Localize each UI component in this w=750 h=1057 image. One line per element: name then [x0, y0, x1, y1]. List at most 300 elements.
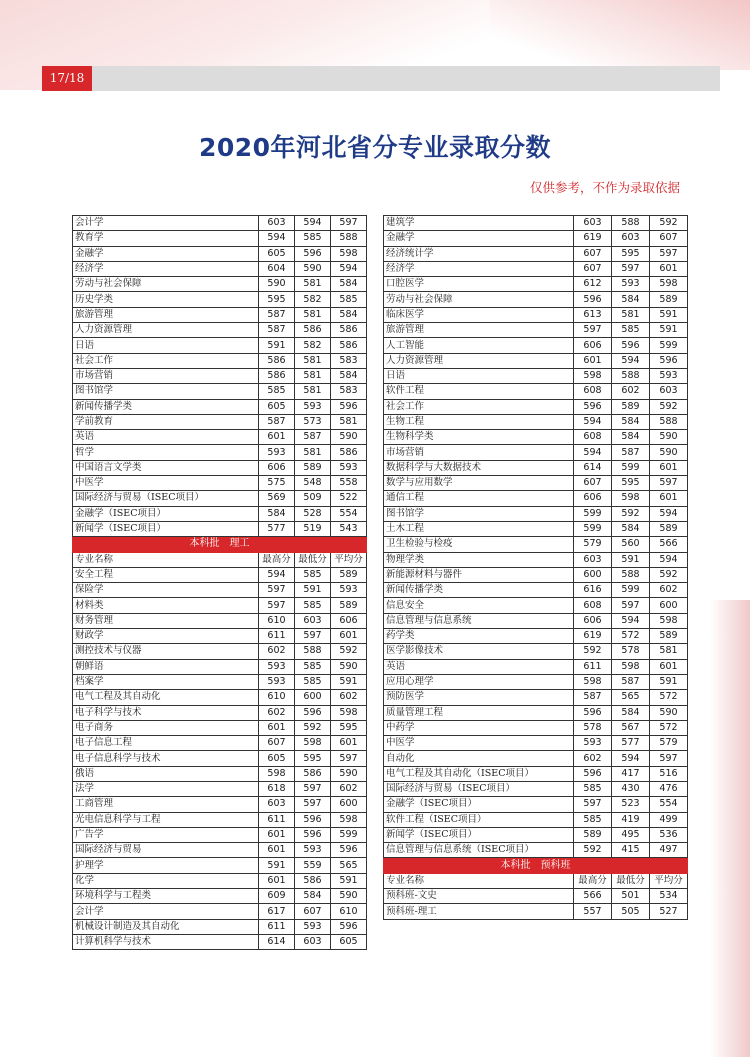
min-score: 596: [295, 812, 331, 827]
min-score: 495: [612, 827, 650, 842]
table-row: [73, 858, 367, 873]
max-score: 609: [259, 889, 295, 904]
major-name: 金融学（ISEC项目）: [384, 797, 574, 812]
major-name: 国际经济与贸易（ISEC项目）: [73, 491, 259, 506]
max-score: 614: [574, 460, 612, 475]
max-score: 593: [259, 674, 295, 689]
column-header-max: 最高分: [259, 552, 295, 567]
avg-score: 597: [331, 216, 367, 231]
column-header-min: 最低分: [295, 552, 331, 567]
table-row: [384, 751, 688, 766]
major-name: 预科班-理工: [384, 904, 574, 919]
avg-score: 534: [650, 889, 688, 904]
max-score: 598: [574, 368, 612, 383]
max-score: 587: [259, 323, 295, 338]
avg-score: 584: [331, 368, 367, 383]
table-row: [384, 384, 688, 399]
major-name: 经济统计学: [384, 246, 574, 261]
table-row: [73, 246, 367, 261]
max-score: 600: [574, 567, 612, 582]
avg-score: 581: [650, 644, 688, 659]
min-score: 587: [295, 430, 331, 445]
major-name: 环境科学与工程类: [73, 889, 259, 904]
min-score: 588: [612, 567, 650, 582]
table-row: [384, 506, 688, 521]
column-header-min: 最低分: [612, 873, 650, 888]
major-name: 应用心理学: [384, 674, 574, 689]
min-score: 595: [612, 246, 650, 261]
max-score: 606: [259, 460, 295, 475]
table-row: [73, 445, 367, 460]
major-name: 机械设计制造及其自动化: [73, 919, 259, 934]
table-row: [73, 399, 367, 414]
min-score: 581: [295, 353, 331, 368]
avg-score: 522: [331, 491, 367, 506]
avg-score: 601: [650, 460, 688, 475]
table-row: [73, 567, 367, 582]
column-header-avg: 平均分: [650, 873, 688, 888]
table-row: [73, 368, 367, 383]
table-row: [73, 751, 367, 766]
table-row: [384, 338, 688, 353]
table-row: [73, 812, 367, 827]
min-score: 586: [295, 766, 331, 781]
major-name: 工商管理: [73, 797, 259, 812]
table-row: [73, 491, 367, 506]
min-score: 509: [295, 491, 331, 506]
major-name: 测控技术与仪器: [73, 644, 259, 659]
avg-score: 589: [650, 629, 688, 644]
major-name: 新闻学（ISEC项目）: [73, 521, 259, 536]
major-name: 软件工程（ISEC项目）: [384, 812, 574, 827]
min-score: 597: [295, 629, 331, 644]
min-score: 577: [612, 736, 650, 751]
major-name: 数学与应用数学: [384, 476, 574, 491]
major-name: 医学影像技术: [384, 644, 574, 659]
min-score: 584: [612, 292, 650, 307]
min-score: 581: [612, 307, 650, 322]
max-score: 601: [259, 430, 295, 445]
avg-score: 590: [650, 430, 688, 445]
table-row: [384, 491, 688, 506]
avg-score: 583: [331, 384, 367, 399]
table-row: [384, 674, 688, 689]
min-score: 598: [295, 736, 331, 751]
table-row: [73, 674, 367, 689]
min-score: 599: [612, 583, 650, 598]
table-row: [73, 919, 367, 934]
min-score: 590: [295, 261, 331, 276]
min-score: 419: [612, 812, 650, 827]
avg-score: 589: [331, 598, 367, 613]
table-row: [384, 430, 688, 445]
major-name: 国际经济与贸易: [73, 843, 259, 858]
table-row: [73, 629, 367, 644]
header-row: [73, 552, 367, 567]
major-name: 英语: [73, 430, 259, 445]
table-row: [73, 934, 367, 949]
major-name: 材料类: [73, 598, 259, 613]
table-row: [384, 613, 688, 628]
column-header-max: 最高分: [574, 873, 612, 888]
min-score: 559: [295, 858, 331, 873]
avg-score: 588: [331, 231, 367, 246]
avg-score: 594: [331, 261, 367, 276]
major-name: 市场营销: [384, 445, 574, 460]
table-row: [384, 476, 688, 491]
max-score: 603: [574, 552, 612, 567]
avg-score: 602: [650, 583, 688, 598]
table-row: [384, 537, 688, 552]
min-score: 528: [295, 506, 331, 521]
table-row: [73, 323, 367, 338]
max-score: 602: [259, 705, 295, 720]
min-score: 591: [295, 583, 331, 598]
min-score: 593: [612, 277, 650, 292]
table-row: [384, 889, 688, 904]
max-score: 613: [574, 307, 612, 322]
major-name: 旅游管理: [73, 307, 259, 322]
table-row: [384, 368, 688, 383]
avg-score: 601: [650, 659, 688, 674]
max-score: 607: [574, 261, 612, 276]
major-name: 金融学（ISEC项目）: [73, 506, 259, 521]
major-name: 会计学: [73, 216, 259, 231]
major-name: 人工智能: [384, 338, 574, 353]
max-score: 586: [259, 368, 295, 383]
max-score: 593: [574, 736, 612, 751]
min-score: 567: [612, 720, 650, 735]
min-score: 603: [295, 613, 331, 628]
avg-score: 601: [331, 629, 367, 644]
max-score: 598: [259, 766, 295, 781]
min-score: 585: [295, 674, 331, 689]
avg-score: 593: [650, 368, 688, 383]
disclaimer-note: 仅供参考，不作为录取依据: [529, 180, 680, 195]
avg-score: 590: [650, 445, 688, 460]
table-row: [384, 445, 688, 460]
table-row: [73, 506, 367, 521]
major-name: 新闻传播学类: [73, 399, 259, 414]
section-row: [73, 537, 367, 552]
max-score: 616: [574, 583, 612, 598]
major-name: 学前教育: [73, 414, 259, 429]
table-row: [73, 889, 367, 904]
min-score: 430: [612, 781, 650, 796]
max-score: 601: [574, 353, 612, 368]
table-row: [384, 904, 688, 919]
table-row: [384, 736, 688, 751]
min-score: 594: [612, 353, 650, 368]
max-score: 603: [259, 797, 295, 812]
avg-score: 598: [331, 705, 367, 720]
min-score: 596: [612, 338, 650, 353]
table-row: [384, 598, 688, 613]
major-name: 信息管理与信息系统: [384, 613, 574, 628]
avg-score: 591: [650, 674, 688, 689]
avg-score: 593: [331, 583, 367, 598]
table-row: [384, 414, 688, 429]
table-row: [73, 430, 367, 445]
major-name: 人力资源管理: [73, 323, 259, 338]
major-name: 生物科学类: [384, 430, 574, 445]
avg-score: 597: [650, 751, 688, 766]
avg-score: 554: [650, 797, 688, 812]
min-score: 587: [612, 445, 650, 460]
avg-score: 572: [650, 720, 688, 735]
major-name: 劳动与社会保障: [384, 292, 574, 307]
table-row: [384, 246, 688, 261]
side-decoration: [710, 600, 750, 1057]
table-row: [73, 384, 367, 399]
min-score: 573: [295, 414, 331, 429]
major-name: 档案学: [73, 674, 259, 689]
major-name: 计算机科学与技术: [73, 934, 259, 949]
min-score: 519: [295, 521, 331, 536]
page-bar: [42, 66, 720, 91]
table-row: [73, 216, 367, 231]
avg-score: 579: [650, 736, 688, 751]
max-score: 594: [574, 414, 612, 429]
max-score: 605: [259, 751, 295, 766]
min-score: 607: [295, 904, 331, 919]
table-row: [73, 781, 367, 796]
max-score: 618: [259, 781, 295, 796]
max-score: 599: [574, 521, 612, 536]
min-score: 594: [612, 613, 650, 628]
avg-score: 589: [650, 292, 688, 307]
table-row: [73, 583, 367, 598]
max-score: 614: [259, 934, 295, 949]
major-name: 中医学: [73, 476, 259, 491]
major-name: 会计学: [73, 904, 259, 919]
table-row: [73, 261, 367, 276]
major-name: 保险学: [73, 583, 259, 598]
section-title: 本科批 理工: [73, 537, 367, 552]
avg-score: 591: [331, 674, 367, 689]
table-row: [384, 812, 688, 827]
min-score: 594: [612, 751, 650, 766]
major-name: 金融学: [73, 246, 259, 261]
min-score: 523: [612, 797, 650, 812]
min-score: 588: [612, 368, 650, 383]
min-score: 560: [612, 537, 650, 552]
max-score: 608: [574, 598, 612, 613]
table-row: [73, 873, 367, 888]
min-score: 597: [295, 797, 331, 812]
min-score: 592: [295, 720, 331, 735]
min-score: 581: [295, 277, 331, 292]
major-name: 劳动与社会保障: [73, 277, 259, 292]
max-score: 608: [574, 430, 612, 445]
max-score: 585: [259, 384, 295, 399]
max-score: 601: [259, 873, 295, 888]
major-name: 质量管理工程: [384, 705, 574, 720]
min-score: 595: [295, 751, 331, 766]
max-score: 604: [259, 261, 295, 276]
max-score: 619: [574, 231, 612, 246]
table-row: [384, 353, 688, 368]
max-score: 611: [259, 629, 295, 644]
min-score: 585: [295, 598, 331, 613]
major-name: 人力资源管理: [384, 353, 574, 368]
min-score: 581: [295, 384, 331, 399]
avg-score: 602: [331, 781, 367, 796]
max-score: 597: [259, 583, 295, 598]
min-score: 586: [295, 873, 331, 888]
min-score: 588: [612, 216, 650, 231]
avg-score: 594: [650, 552, 688, 567]
min-score: 572: [612, 629, 650, 644]
major-name: 建筑学: [384, 216, 574, 231]
min-score: 582: [295, 292, 331, 307]
min-score: 595: [612, 476, 650, 491]
avg-score: 516: [650, 766, 688, 781]
table-row: [73, 414, 367, 429]
avg-score: 589: [331, 567, 367, 582]
avg-score: 595: [331, 720, 367, 735]
avg-score: 527: [650, 904, 688, 919]
major-name: 光电信息科学与工程: [73, 812, 259, 827]
max-score: 594: [259, 231, 295, 246]
table-row: [384, 843, 688, 858]
avg-score: 566: [650, 537, 688, 552]
max-score: 607: [574, 246, 612, 261]
major-name: 软件工程: [384, 384, 574, 399]
max-score: 606: [574, 338, 612, 353]
min-score: 582: [295, 338, 331, 353]
max-score: 594: [574, 445, 612, 460]
major-name: 社会工作: [384, 399, 574, 414]
table-row: [73, 644, 367, 659]
max-score: 610: [259, 690, 295, 705]
table-row: [384, 216, 688, 231]
table-row: [73, 307, 367, 322]
avg-score: 565: [331, 858, 367, 873]
table-row: [384, 659, 688, 674]
table-row: [73, 338, 367, 353]
max-score: 597: [574, 797, 612, 812]
max-score: 602: [259, 644, 295, 659]
avg-score: 583: [331, 353, 367, 368]
min-score: 586: [295, 323, 331, 338]
max-score: 601: [259, 827, 295, 842]
min-score: 592: [612, 506, 650, 521]
avg-score: 586: [331, 323, 367, 338]
min-score: 596: [295, 246, 331, 261]
major-name: 临床医学: [384, 307, 574, 322]
major-name: 通信工程: [384, 491, 574, 506]
scores-table-left: [72, 215, 367, 950]
avg-score: 606: [331, 613, 367, 628]
min-score: 600: [295, 690, 331, 705]
major-name: 物理学类: [384, 552, 574, 567]
min-score: 581: [295, 368, 331, 383]
table-row: [384, 644, 688, 659]
max-score: 595: [259, 292, 295, 307]
min-score: 593: [295, 399, 331, 414]
column-header-avg: 平均分: [331, 552, 367, 567]
table-row: [384, 261, 688, 276]
max-score: 596: [574, 292, 612, 307]
min-score: 602: [612, 384, 650, 399]
major-name: 预科班-文史: [384, 889, 574, 904]
table-row: [73, 904, 367, 919]
table-row: [384, 323, 688, 338]
major-name: 新能源材料与器件: [384, 567, 574, 582]
min-score: 585: [295, 231, 331, 246]
table-row: [73, 827, 367, 842]
avg-score: 558: [331, 476, 367, 491]
table-row: [73, 736, 367, 751]
avg-score: 593: [331, 460, 367, 475]
max-score: 597: [574, 323, 612, 338]
avg-score: 599: [650, 338, 688, 353]
table-row: [73, 476, 367, 491]
avg-score: 600: [650, 598, 688, 613]
avg-score: 605: [331, 934, 367, 949]
max-score: 606: [574, 491, 612, 506]
max-score: 598: [574, 674, 612, 689]
table-row: [384, 583, 688, 598]
max-score: 611: [574, 659, 612, 674]
table-row: [73, 460, 367, 475]
max-score: 607: [574, 476, 612, 491]
min-score: 589: [295, 460, 331, 475]
min-score: 548: [295, 476, 331, 491]
min-score: 581: [295, 307, 331, 322]
avg-score: 581: [331, 414, 367, 429]
avg-score: 584: [331, 277, 367, 292]
major-name: 中药学: [384, 720, 574, 735]
major-name: 英语: [384, 659, 574, 674]
min-score: 565: [612, 690, 650, 705]
table-row: [73, 705, 367, 720]
max-score: 589: [574, 827, 612, 842]
page-title: 2020年河北省分专业录取分数: [198, 133, 552, 162]
major-name: 图书馆学: [384, 506, 574, 521]
max-score: 596: [574, 399, 612, 414]
major-name: 化学: [73, 873, 259, 888]
major-name: 图书馆学: [73, 384, 259, 399]
table-row: [384, 399, 688, 414]
major-name: 哲学: [73, 445, 259, 460]
major-name: 电子科学与技术: [73, 705, 259, 720]
scores-table-right: [383, 215, 688, 920]
avg-score: 601: [650, 491, 688, 506]
max-score: 603: [574, 216, 612, 231]
avg-score: 598: [650, 613, 688, 628]
major-name: 数据科学与大数据技术: [384, 460, 574, 475]
avg-score: 586: [331, 338, 367, 353]
table-row: [384, 781, 688, 796]
major-name: 历史学类: [73, 292, 259, 307]
major-name: 生物工程: [384, 414, 574, 429]
max-score: 596: [574, 766, 612, 781]
major-name: 安全工程: [73, 567, 259, 582]
max-score: 566: [574, 889, 612, 904]
max-score: 596: [574, 705, 612, 720]
min-score: 417: [612, 766, 650, 781]
max-score: 603: [259, 216, 295, 231]
avg-score: 598: [331, 246, 367, 261]
table-row: [384, 552, 688, 567]
table-row: [73, 843, 367, 858]
max-score: 606: [574, 613, 612, 628]
min-score: 578: [612, 644, 650, 659]
min-score: 588: [295, 644, 331, 659]
table-row: [384, 766, 688, 781]
